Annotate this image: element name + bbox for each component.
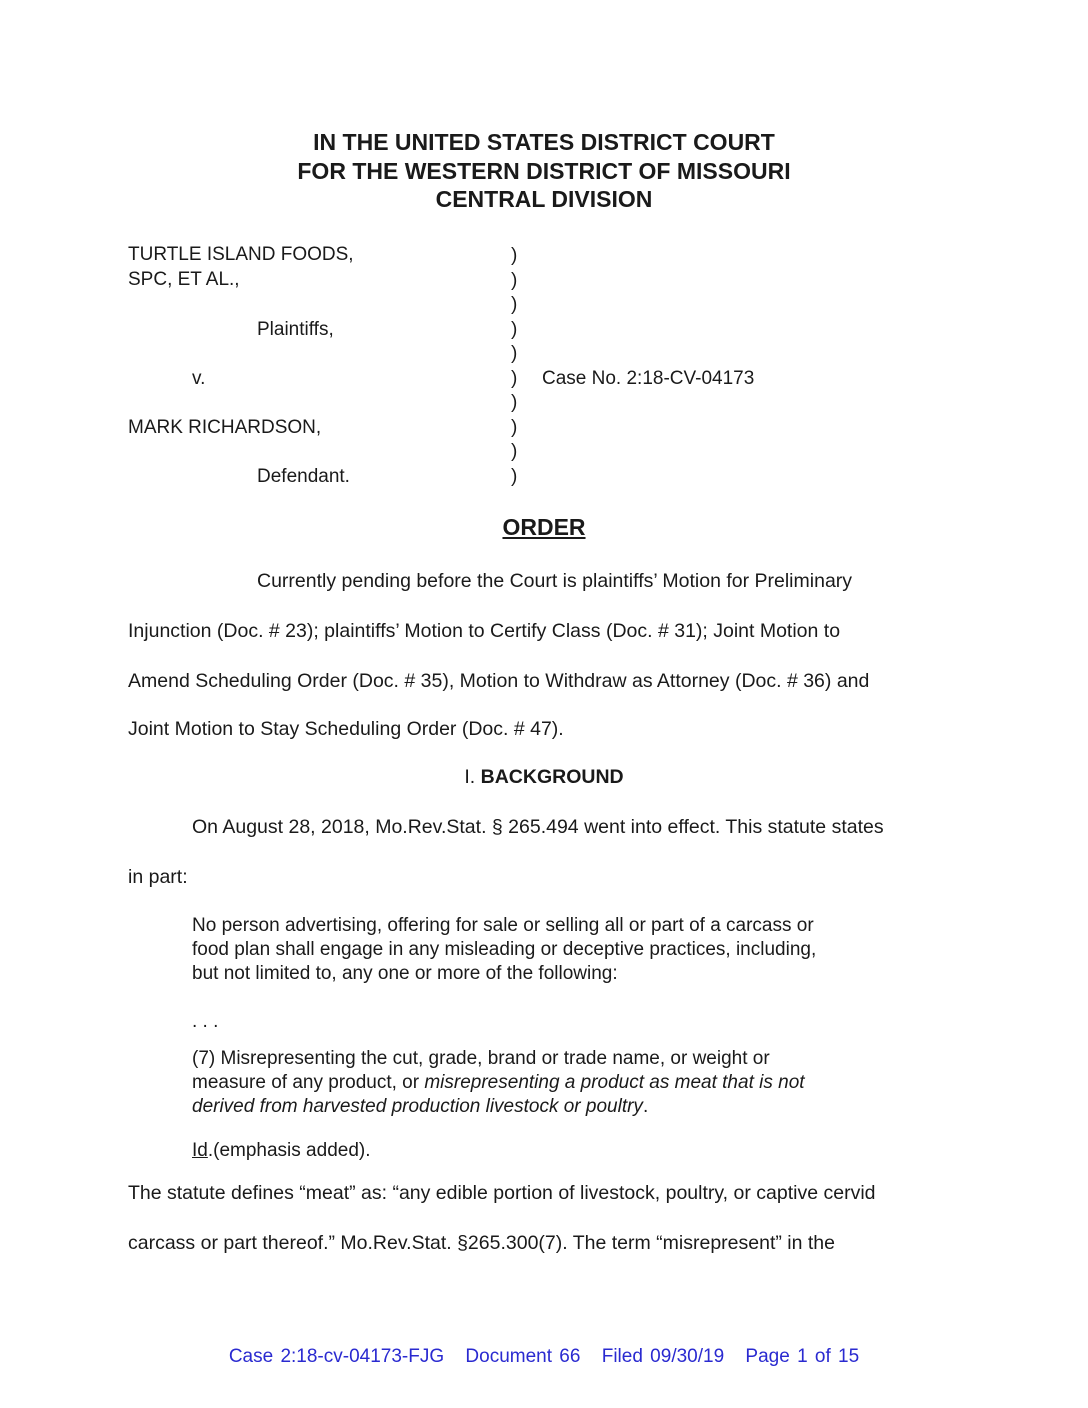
court-name-line-1: IN THE UNITED STATES DISTRICT COURT xyxy=(313,129,775,155)
caption-paren: ) xyxy=(511,318,518,340)
caption-paren: ) xyxy=(511,269,518,291)
quote-plain-text: measure of any product, or xyxy=(192,1072,425,1093)
quote-item-7-line-2 xyxy=(192,1071,805,1095)
caption-paren: ) xyxy=(511,245,518,266)
caption-paren-column xyxy=(511,244,517,489)
plaintiff-name-line-2: SPC, ET AL., xyxy=(128,269,240,290)
section-title: BACKGROUND xyxy=(480,766,624,788)
order-title: ORDER xyxy=(502,514,586,540)
case-number: Case No. 2:18-CV-04173 xyxy=(542,368,755,389)
quote-line: No person advertising, offering for sale or selling all or part of a carcass or xyxy=(192,915,814,936)
citation-id: Id xyxy=(192,1140,208,1161)
footer-case: Case 2:18-cv-04173-FJG xyxy=(228,1346,445,1367)
footer-document: Document 66 xyxy=(465,1346,581,1367)
intro-line-3: Amend Scheduling Order (Doc. # 35), Motion to Withdraw as Attorney (Doc. # 36) and xyxy=(128,670,870,692)
caption-paren: ) xyxy=(511,343,518,364)
court-name-line-2: FOR THE WESTERN DISTRICT OF MISSOURI xyxy=(297,158,791,184)
defendant-name: MARK RICHARDSON, xyxy=(128,417,322,438)
intro-line-1: Currently pending before the Court is plaintiffs’ Motion for Preliminary xyxy=(257,570,853,592)
quote-line: but not limited to, any one or more of the following: xyxy=(192,963,618,984)
footer-filed: Filed 09/30/19 xyxy=(601,1346,725,1367)
plaintiff-name-line-1: TURTLE ISLAND FOODS, xyxy=(128,244,354,265)
caption-paren: ) xyxy=(511,294,518,315)
intro-line-2: Injunction (Doc. # 23); plaintiffs’ Motion to Certify Class (Doc. # 31); Joint Motion to xyxy=(128,620,841,642)
background-line-1: On August 28, 2018, Mo.Rev.Stat. § 265.494 went into effect. This statute states xyxy=(192,816,884,838)
quote-item-7-line-1: (7) Misrepresenting the cut, grade, brand or trade name, or weight or xyxy=(192,1048,770,1069)
quote-item-7-line-3 xyxy=(192,1095,805,1119)
intro-line-4: Joint Motion to Stay Scheduling Order (Doc. # 47). xyxy=(128,718,564,740)
defendant-role: Defendant. xyxy=(257,466,350,487)
quote-emphasis: derived from harvested production livestock or poultry xyxy=(192,1096,643,1117)
versus: v. xyxy=(192,368,206,389)
caption-paren: ) xyxy=(511,416,518,438)
statute-line-1: The statute defines “meat” as: “any edible portion of livestock, poultry, or captive cervid xyxy=(128,1182,876,1204)
section-number: I. xyxy=(464,766,476,788)
quote-paragraph-1 xyxy=(192,914,816,986)
section-heading xyxy=(0,766,1088,789)
caption-paren: ) xyxy=(511,392,518,413)
court-division: CENTRAL DIVISION xyxy=(435,186,653,212)
quote-item-7 xyxy=(192,1047,805,1119)
footer-page: Page 1 of 15 xyxy=(745,1346,860,1367)
quote-citation xyxy=(192,1139,371,1163)
citation-rest: .(emphasis added). xyxy=(207,1140,371,1161)
quote-line: food plan shall engage in any misleading or deceptive practices, including, xyxy=(192,939,817,960)
caption-paren: ) xyxy=(511,441,518,462)
ecf-footer xyxy=(0,1346,1088,1368)
caption-paren: ) xyxy=(511,465,518,487)
plaintiff-role: Plaintiffs, xyxy=(257,319,334,340)
quote-period: . xyxy=(642,1096,649,1117)
quote-ellipsis: . . . xyxy=(192,1011,219,1032)
caption-paren: ) xyxy=(511,367,518,389)
background-line-2: in part: xyxy=(128,866,188,888)
quote-emphasis: misrepresenting a product as meat that is not xyxy=(424,1072,805,1093)
statute-line-2: carcass or part thereof.” Mo.Rev.Stat. §265.300(7). The term “misrepresent” in the xyxy=(128,1232,835,1254)
